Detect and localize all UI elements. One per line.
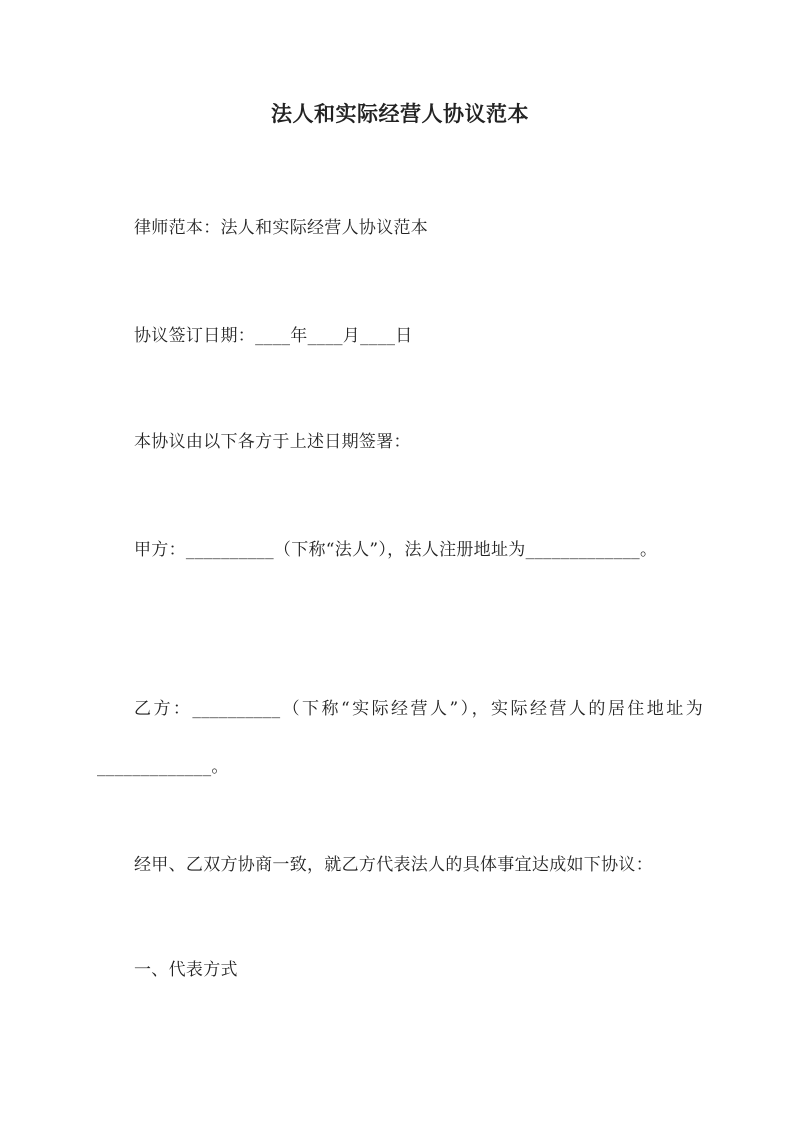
paragraph-parties-intro: 本协议由以下各方于上述日期签署： <box>134 432 411 452</box>
document-title: 法人和实际经营人协议范本 <box>271 101 529 126</box>
paragraph-agreement-intro: 经甲、乙双方协商一致，就乙方代表法人的具体事宜达成如下协议： <box>134 855 653 875</box>
paragraph-party-a: 甲方：__________（下称“法人”），法人注册地址为_____________。 <box>134 540 658 560</box>
paragraph-signing-date: 协议签订日期：____年____月____日 <box>134 326 413 346</box>
section-heading-representation: 一、代表方式 <box>134 960 238 980</box>
paragraph-template-note: 律师范本：法人和实际经营人协议范本 <box>134 218 429 238</box>
paragraph-party-b: 乙方：__________（下称“实际经营人”），实际经营人的居住地址为_____________。 <box>97 699 703 777</box>
